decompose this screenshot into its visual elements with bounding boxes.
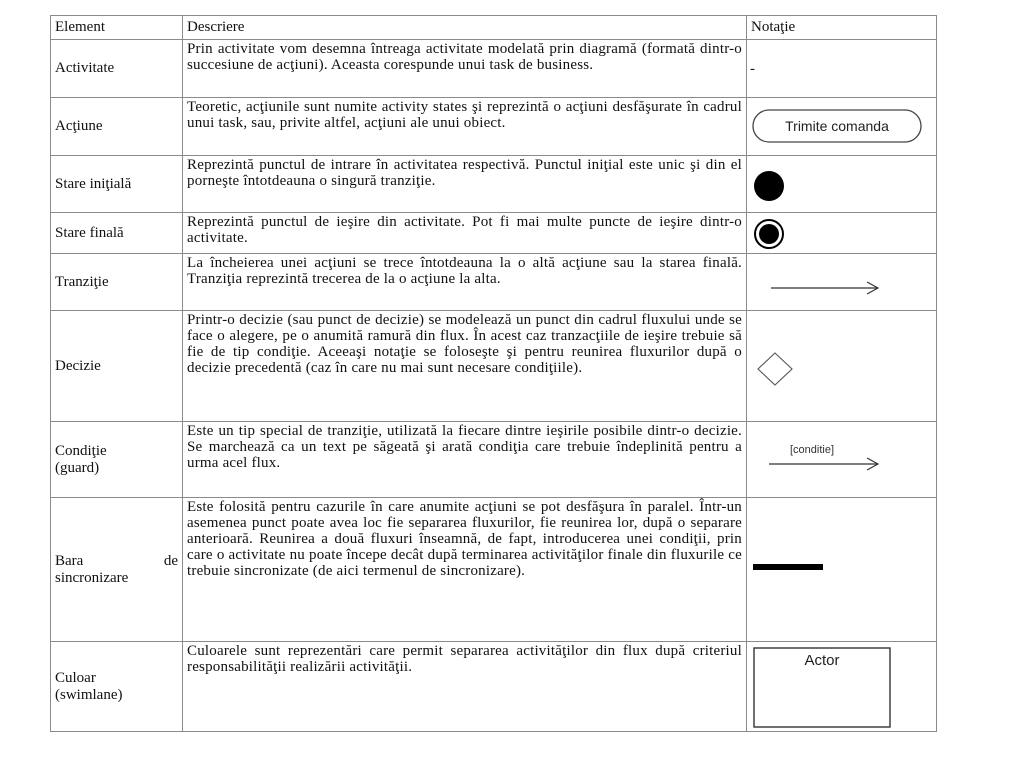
description-cell: Prin activitate vom desemna întreaga activitate modelată prin diagramă (formată dintr-o succesiune de acţiuni). Aceasta corespunde unui task de business.: [183, 40, 747, 98]
element-line: (swimlane): [55, 686, 123, 703]
header-descriere: Descriere: [183, 16, 747, 40]
element-line: Culoar: [55, 669, 96, 686]
table-row: [51, 254, 937, 311]
decision-diamond-icon: [747, 312, 935, 421]
notation-cell: [747, 254, 937, 311]
description-cell: Culoarele sunt reprezentări care permit separarea activităţilor din flux după criteriul responsabilităţii realizării activităţii.: [183, 642, 747, 732]
element-cell: Decizie: [51, 311, 183, 422]
table-row: [51, 498, 937, 642]
transition-arrow-icon: [747, 255, 935, 310]
table-row: [51, 422, 937, 498]
description-cell: Este folosită pentru cazurile în care anumite acţiuni se pot desfăşura în paralel. Într-un asemenea punct poate avea loc fie separarea fluxurilor, fie reunirea lor, după o separare anterioară. Reunirea a două fluxuri înseamnă, de fapt, introducerea unei condiţii, prin care o activitate nu poate începe decât după terminarea activităţilor finale din fluxurile ce trebuie sincronizate (de aici termenul de sincronizare).: [183, 498, 747, 642]
notation-cell: [747, 213, 937, 254]
element-cell: Stare iniţială: [51, 156, 183, 213]
header-row: [51, 16, 937, 40]
notation-cell: [747, 642, 937, 732]
element-cell: Acţiune: [51, 98, 183, 156]
final-state-icon: [747, 214, 935, 253]
header-notatie: Notaţie: [747, 16, 937, 40]
table-row: [51, 642, 937, 732]
description-cell: La încheierea unei acţiuni se trece întotdeauna la o altă acţiune sau la starea finală. Tranziţia reprezintă trecerea de la o acţiune la alta.: [183, 254, 747, 311]
description-cell: Printr-o decizie (sau punct de decizie) se modelează un punct din cadrul fluxului unde se face o alegere, pe o anumită ramură din flux. În acest caz tranzacţiile de ieşire trebuie să fie de tip condiţie. Aceeaşi notaţie se foloseşte şi pentru reunirea fluxurilor după o decizie precedentă (caz în care nu mai sunt necesare condiţiile).: [183, 311, 747, 422]
table-row: [51, 98, 937, 156]
notation-cell: [747, 98, 937, 156]
action-node-icon: [747, 99, 935, 155]
swimlane-icon: [747, 643, 935, 731]
notation-cell: [747, 422, 937, 498]
table-row: [51, 40, 937, 98]
notation-cell: [747, 156, 937, 213]
description-cell: Teoretic, acţiunile sunt numite activity states şi reprezintă o acţiuni desfăşurate în cadrul unui task, sau, privite altfel, acţiuni ale unui obiect.: [183, 98, 747, 156]
initial-state-icon: [747, 157, 935, 212]
table-row: [51, 156, 937, 213]
element-line: Condiţie: [55, 442, 107, 459]
action-node-label: Trimite comanda: [785, 117, 889, 134]
guard-label: [conditie]: [790, 443, 835, 456]
element-line: (guard): [55, 459, 100, 476]
swimlane-label: Actor: [804, 651, 840, 669]
element-cell: Activitate: [51, 40, 183, 98]
notation-cell: [747, 498, 937, 642]
sync-bar-icon: [747, 499, 935, 641]
element-cell: Stare finală: [51, 213, 183, 254]
table-row: [51, 213, 937, 254]
guard-arrow-icon: [747, 423, 935, 497]
element-line: Bara de: [55, 552, 178, 569]
element-cell: [51, 642, 183, 732]
element-cell: [51, 422, 183, 498]
element-cell: Tranziţie: [51, 254, 183, 311]
notation-cell: [747, 311, 937, 422]
element-line: sincronizare: [55, 569, 129, 586]
element-cell: [51, 498, 183, 642]
description-cell: Este un tip special de tranziţie, utilizată la fiecare dintre ieşirile posibile dintr-o decizie. Se marchează ca un text pe săgeată şi arată condiţia care trebuie îndeplinită pentru a urma acel flux.: [183, 422, 747, 498]
notation-table: [50, 15, 937, 732]
header-element: Element: [51, 16, 183, 40]
notation-cell: [747, 40, 937, 98]
notation-dash: -: [750, 60, 755, 77]
table-row: [51, 311, 937, 422]
description-cell: Reprezintă punctul de intrare în activitatea respectivă. Punctul iniţial este unic şi din el porneşte întotdeauna o singură tranziţie.: [183, 156, 747, 213]
description-cell: Reprezintă punctul de ieşire din activitate. Pot fi mai multe puncte de ieşire dintr-o activitate.: [183, 213, 747, 254]
